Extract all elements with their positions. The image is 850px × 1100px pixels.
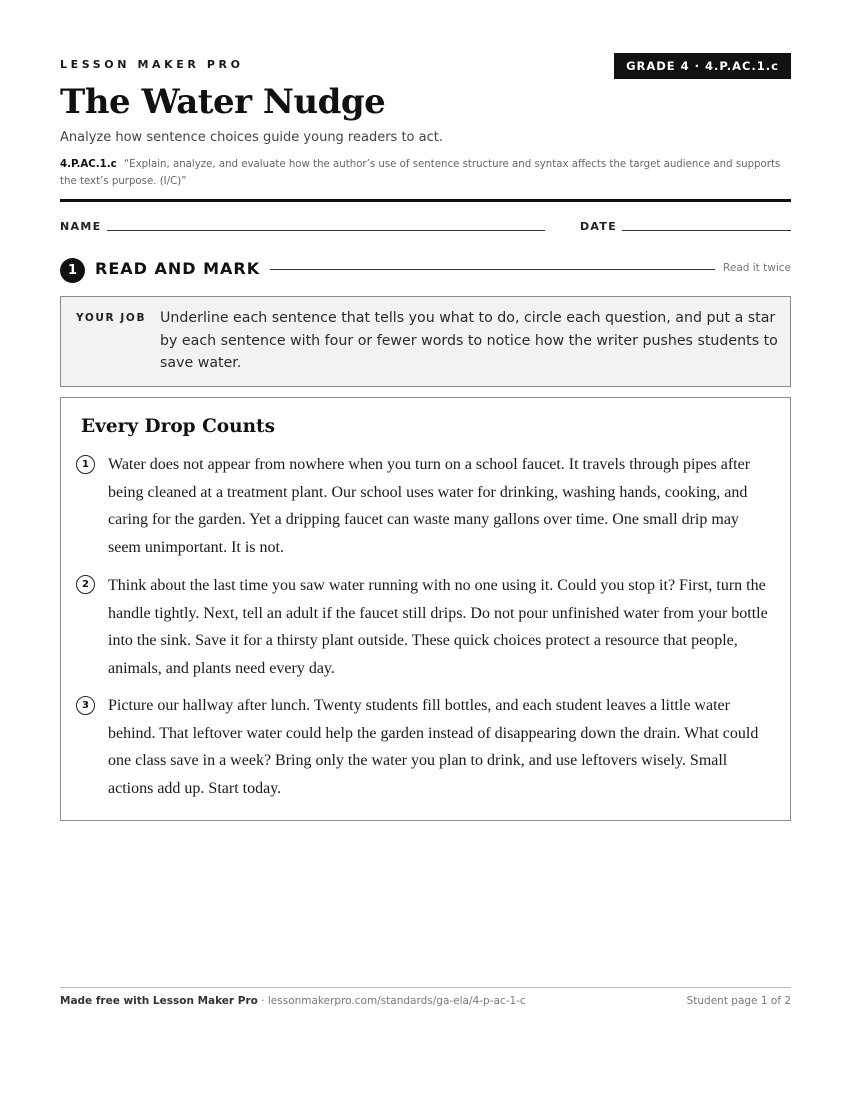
instructions-label: YOUR JOB xyxy=(76,312,147,324)
section-number-badge: 1 xyxy=(60,258,85,283)
date-field[interactable] xyxy=(622,230,791,231)
passage-paragraph: Picture our hallway after lunch. Twenty students fill bottles, and each student leaves a little water behind. That leftover water could help the garden instead of disappearing down the drain. What could one class save in a week? Bring only the water you plan to drink, and use leftovers wisely. Small actions add up. Start today. xyxy=(108,697,759,797)
footer-made-with: Made free with Lesson Maker Pro xyxy=(60,995,258,1007)
standard-description xyxy=(60,156,791,190)
header-divider xyxy=(60,199,791,202)
paragraph-number: 2 xyxy=(76,575,95,594)
instructions-box xyxy=(60,296,791,387)
footer-page-number: Student page 1 of 2 xyxy=(686,995,791,1007)
grade-badge: GRADE 4 · 4.P.AC.1.c xyxy=(614,53,791,79)
name-field[interactable] xyxy=(107,230,545,231)
footer-credit xyxy=(60,995,526,1007)
page-title: The Water Nudge xyxy=(60,82,386,122)
date-label: DATE xyxy=(580,220,618,233)
paragraph-number: 3 xyxy=(76,696,95,715)
standard-text: “Explain, analyze, and evaluate how the author’s use of sentence structure and syntax affects the target audience and supports the text’s purpose. (I/C)” xyxy=(60,159,781,187)
paragraph-number: 1 xyxy=(76,455,95,474)
passage-paragraph: Think about the last time you saw water running with no one using it. Could you stop it? First, turn the handle tightly. Next, tell an adult if the faucet still drips. Do not pour unfinished water from your bottle into the sink. Save it for a thirsty plant outside. These quick choices protect a resource that people, animals, and plants need every day. xyxy=(108,577,768,677)
section-title: READ AND MARK xyxy=(95,259,261,278)
name-label: NAME xyxy=(60,220,102,233)
section-note: Read it twice xyxy=(723,262,791,274)
instructions-text: Underline each sentence that tells you what to do, circle each question, and put a star by each sentence with four or fewer words to notice how the writer pushes students to save water. xyxy=(160,310,778,371)
worksheet-page xyxy=(60,0,791,1100)
section-divider xyxy=(270,269,715,270)
standard-code: 4.P.AC.1.c xyxy=(60,159,117,170)
footer-url[interactable]: · lessonmakerpro.com/standards/ga-ela/4-p-ac-1-c xyxy=(261,995,526,1007)
page-subtitle: Analyze how sentence choices guide young readers to act. xyxy=(60,130,443,145)
passage-title: Every Drop Counts xyxy=(81,416,275,437)
footer-divider xyxy=(60,987,791,988)
brand-name: LESSON MAKER PRO xyxy=(60,58,244,71)
passage-paragraph: Water does not appear from nowhere when you turn on a school faucet. It travels through pipes after being cleaned at a treatment plant. Our school uses water for drinking, washing hands, cooking, and caring for the garden. Yet a dripping faucet can waste many gallons over time. One small drip may seem unimportant. It is not. xyxy=(108,456,751,556)
reading-passage xyxy=(60,397,791,821)
